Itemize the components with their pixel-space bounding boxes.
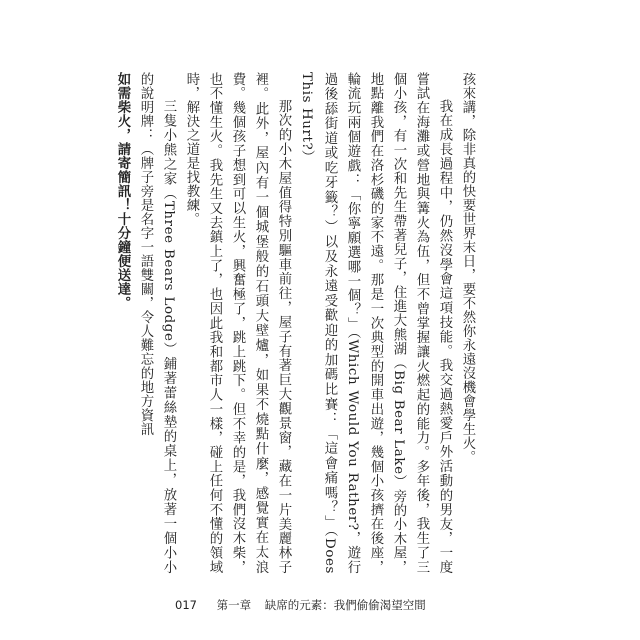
chapter-title: 缺席的元素：我們偷偷渴望空間 [264,598,426,612]
chapter-label: 第一章 [216,598,252,612]
paragraph-lodge-sign: 三隻小熊之家（Three Bears Lodge）鋪著蕾絲墊的桌上，放著一個小小的說明牌：（牌子旁是名字一語雙關，令人難忘的地方資訊 [138,72,176,574]
firewood-notice: 如需柴火，請寄簡訊！十分鐘便送達。 [115,72,130,310]
paragraph-continuation: 孩來講，除非真的快要世界末日，要不然你永遠沒機會學生火。 [460,72,475,464]
page-footer [175,597,426,613]
paragraph-cabin: 那次的小木屋值得特別驅車前往，屋子有著巨大觀景窗，藏在一片美麗林子裡。此外，屋內有一個城堡般的石頭大壁爐，如果不燒點什麼，感覺實在太浪費。幾個孩子想到可以生火，興奮極了，跳上跳下。但不幸的是，我們沒木柴，也不懂生火。我先生又去鎮上了，也因此我和都市人一樣，碰上任何不懂的領域時，解決之道是找教練。 [184,72,291,574]
paragraph-growing-up: 我在成長過程中，仍然沒學會這項技能。我交過熱愛戶外活動的男友，一度嘗試在海灘或營地與篝火為伍，但不曾掌握讓火燃起的能力。多年後，我生了三個小孩，有一次和先生帶著兒子，住進大熊湖（Big Bear Lake）旁的小木屋，地點離我們在洛杉磯的家不遠。那是一次典型的開車出遊，幾個小孩擠在後座，輪流玩兩個遊戲：「你寧願選哪一個？」（Which Would You Rather?，遊行過後舔街道或吃牙籤？）以及永遠受歡迎的加碼比賽：「這會痛嗎？」（Does This Hurt?） [299,72,452,574]
body-text [115,72,479,574]
page-number: 017 [175,598,197,612]
